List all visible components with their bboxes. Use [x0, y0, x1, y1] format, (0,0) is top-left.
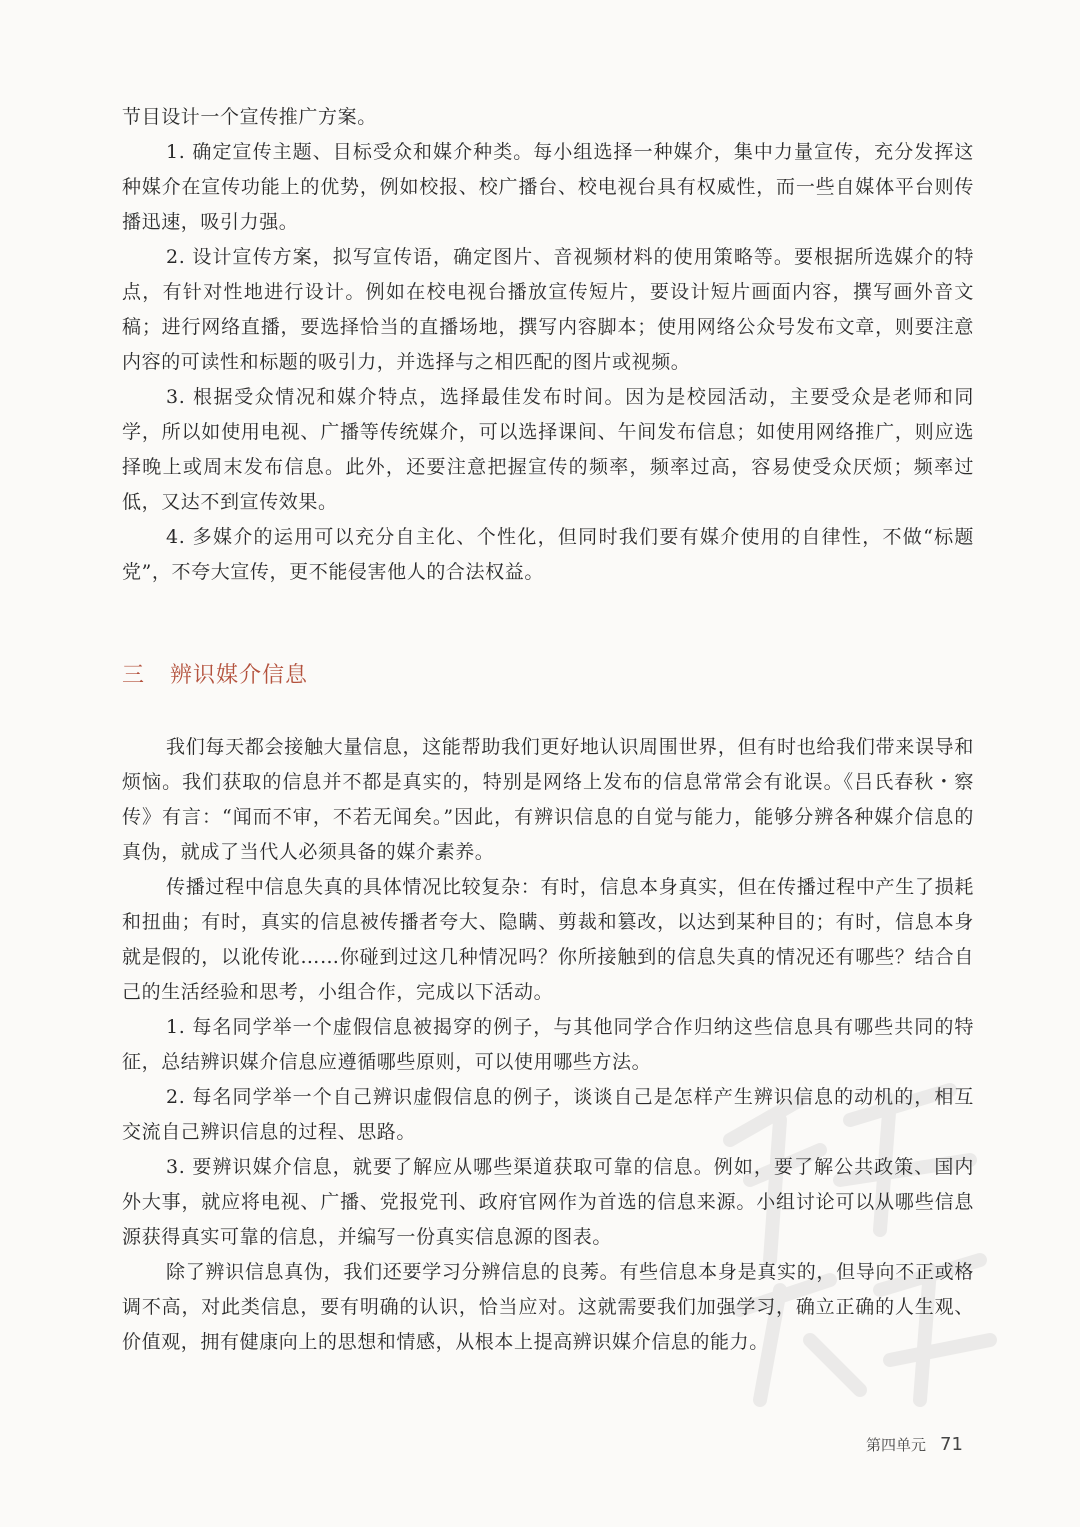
- activity-item-3: 3. 要辨识媒介信息，就要了解应从哪些渠道获取可靠的信息。例如，要了解公共政策、国内外大事，就应将电视、广播、党报党刊、政府官网作为首选的信息来源。小组讨论可以从哪些信息源获得真实可靠的信息，并编写一份真实信息源的图表。: [122, 1156, 974, 1248]
- intro-item-3: 3. 根据受众情况和媒介特点，选择最佳发布时间。因为是校园活动，主要受众是老师和同学，所以如使用电视、广播等传统媒介，可以选择课间、午间发布信息；如使用网络推广，则应选择晚上或周末发布信息。此外，还要注意把握宣传的频率，频率过高，容易使受众厌烦；频率过低，又达不到宣传效果。: [122, 386, 974, 513]
- intro-continuation: 节目设计一个宣传推广方案。: [122, 106, 377, 128]
- unit-label: 第四单元: [866, 1436, 927, 1454]
- activity-item-2: 2. 每名同学举一个自己辨识虚假信息的例子，谈谈自己是怎样产生辨识信息的动机的，相互交流自己辨识信息的过程、思路。: [122, 1086, 974, 1143]
- intro-item-2: 2. 设计宣传方案，拟写宣传语，确定图片、音视频材料的使用策略等。要根据所选媒介的特点，有针对性地进行设计。例如在校电视台播放宣传短片，要设计短片画面内容，撰写画外音文稿；进行网络直播，要选择恰当的直播场地，撰写内容脚本；使用网络公众号发布文章，则要注意内容的可读性和标题的吸引力，并选择与之相匹配的图片或视频。: [122, 246, 974, 373]
- section-paragraph-2: 传播过程中信息失真的具体情况比较复杂：有时，信息本身真实，但在传播过程中产生了损耗和扭曲；有时，真实的信息被传播者夸大、隐瞒、剪裁和篡改，以达到某种目的；有时，信息本身就是假的，以讹传讹……你碰到过这几种情况吗？你所接触到的信息失真的情况还有哪些？结合自己的生活经验和思考，小组合作，完成以下活动。: [122, 876, 974, 1003]
- intro-item-1: 1. 确定宣传主题、目标受众和媒介种类。每小组选择一种媒介，集中力量宣传，充分发挥这种媒介在宣传功能上的优势，例如校报、校广播台、校电视台具有权威性，而一些自媒体平台则传播迅速，吸引力强。: [122, 141, 974, 233]
- section-body: [122, 730, 974, 1360]
- section-heading: [122, 652, 974, 700]
- page-content: [122, 100, 974, 1360]
- page-number: 71: [940, 1434, 963, 1455]
- intro-item-4: 4. 多媒介的运用可以充分自主化、个性化，但同时我们要有媒介使用的自律性，不做“标题党”，不夸大宣传，更不能侵害他人的合法权益。: [122, 526, 974, 583]
- section-paragraph-closing: 除了辨识信息真伪，我们还要学习分辨信息的良莠。有些信息本身是真实的，但导向不正或格调不高，对此类信息，要有明确的认识，恰当应对。这就需要我们加强学习，确立正确的人生观、价值观，拥有健康向上的思想和情感，从根本上提高辨识媒介信息的能力。: [122, 1261, 974, 1353]
- page-footer: [866, 1430, 963, 1460]
- activity-item-1: 1. 每名同学举一个虚假信息被揭穿的例子，与其他同学合作归纳这些信息具有哪些共同的特征，总结辨识媒介信息应遵循哪些原则，可以使用哪些方法。: [122, 1016, 974, 1073]
- section-title: 辨识媒介信息: [170, 663, 309, 688]
- section-number: 三: [122, 663, 146, 688]
- section-paragraph-1: 我们每天都会接触大量信息，这能帮助我们更好地认识周围世界，但有时也给我们带来误导和烦恼。我们获取的信息并不都是真实的，特别是网络上发布的信息常常会有讹误。《吕氏春秋・察传》有言：“闻而不审，不若无闻矣。”因此，有辨识信息的自觉与能力，能够分辨各种媒介信息的真伪，就成了当代人必须具备的媒介素养。: [122, 736, 974, 863]
